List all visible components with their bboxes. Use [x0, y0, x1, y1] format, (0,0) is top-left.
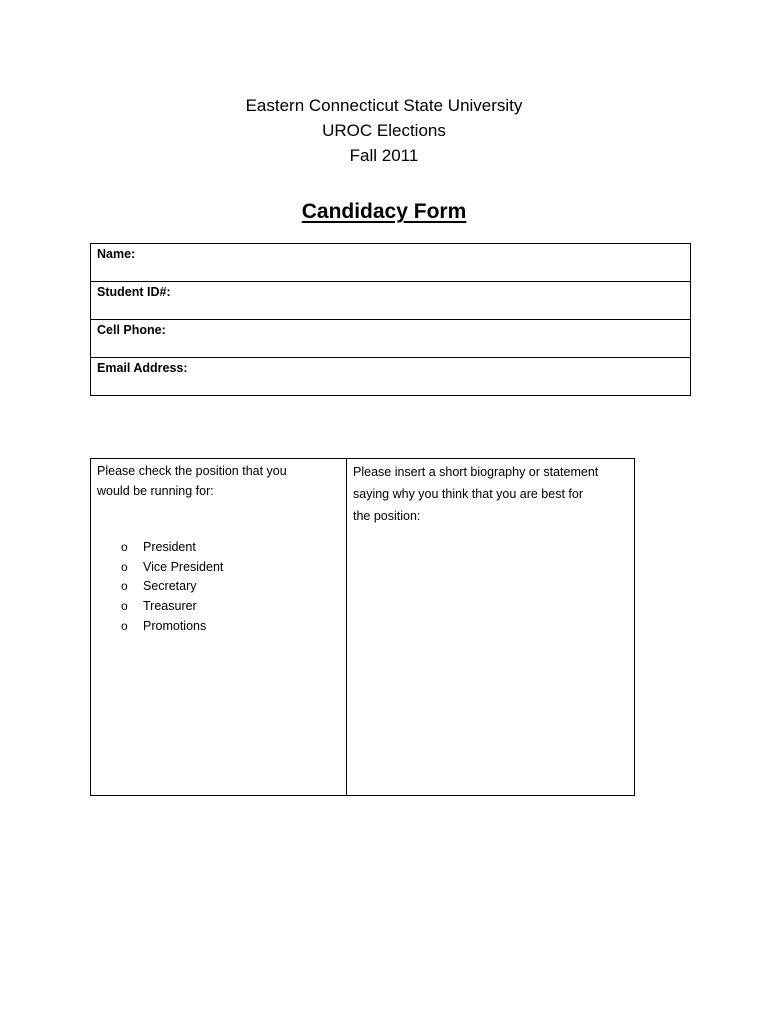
position-option-label: Promotions: [143, 618, 207, 633]
position-prompt: [97, 461, 340, 501]
position-option-label: Secretary: [143, 579, 197, 594]
name-row: [91, 244, 691, 282]
student-id-label: Student ID#:: [97, 285, 171, 299]
student-id-field[interactable]: [91, 282, 691, 320]
position-option-label: Treasurer: [143, 598, 197, 613]
biography-prompt-line1: Please insert a short biography or statement: [353, 465, 599, 479]
election-name: UROC Elections: [322, 121, 446, 140]
position-option-promotions[interactable]: [97, 616, 340, 636]
position-option-label: Vice President: [143, 559, 224, 574]
biography-cell[interactable]: [347, 459, 635, 796]
biography-prompt-line3: the position:: [353, 509, 421, 523]
position-option-label: President: [143, 539, 196, 554]
biography-prompt: [353, 461, 628, 527]
candidate-info-table: [90, 243, 691, 396]
position-option-secretary[interactable]: [97, 576, 340, 596]
cell-phone-row: [91, 320, 691, 358]
email-field[interactable]: [91, 358, 691, 396]
position-prompt-line2: would be running for:: [97, 484, 214, 498]
form-title-text: Candidacy Form: [301, 200, 467, 223]
name-label: Name:: [97, 247, 136, 261]
circle-bullet-icon[interactable]: o: [121, 618, 128, 633]
biography-prompt-line2: saying why you think that you are best for: [353, 487, 583, 501]
position-selection-cell: [91, 459, 347, 796]
cell-phone-field[interactable]: [91, 320, 691, 358]
cell-phone-label: Cell Phone:: [97, 323, 166, 337]
position-option-vice-president[interactable]: [97, 557, 340, 577]
name-field[interactable]: [91, 244, 691, 282]
university-name: Eastern Connecticut State University: [245, 96, 523, 115]
document-header: [0, 93, 768, 168]
email-label: Email Address:: [97, 361, 188, 375]
position-bio-table: [90, 458, 635, 796]
position-option-treasurer[interactable]: [97, 596, 340, 616]
position-option-president[interactable]: [97, 537, 340, 557]
circle-bullet-icon[interactable]: o: [121, 539, 128, 554]
email-row: [91, 358, 691, 396]
circle-bullet-icon[interactable]: o: [121, 579, 128, 594]
position-prompt-line1: Please check the position that you: [97, 464, 287, 478]
form-title: [0, 197, 768, 227]
position-options-list: [97, 537, 340, 635]
circle-bullet-icon[interactable]: o: [121, 598, 128, 613]
circle-bullet-icon[interactable]: o: [121, 559, 128, 574]
term: Fall 2011: [349, 146, 419, 165]
student-id-row: [91, 282, 691, 320]
